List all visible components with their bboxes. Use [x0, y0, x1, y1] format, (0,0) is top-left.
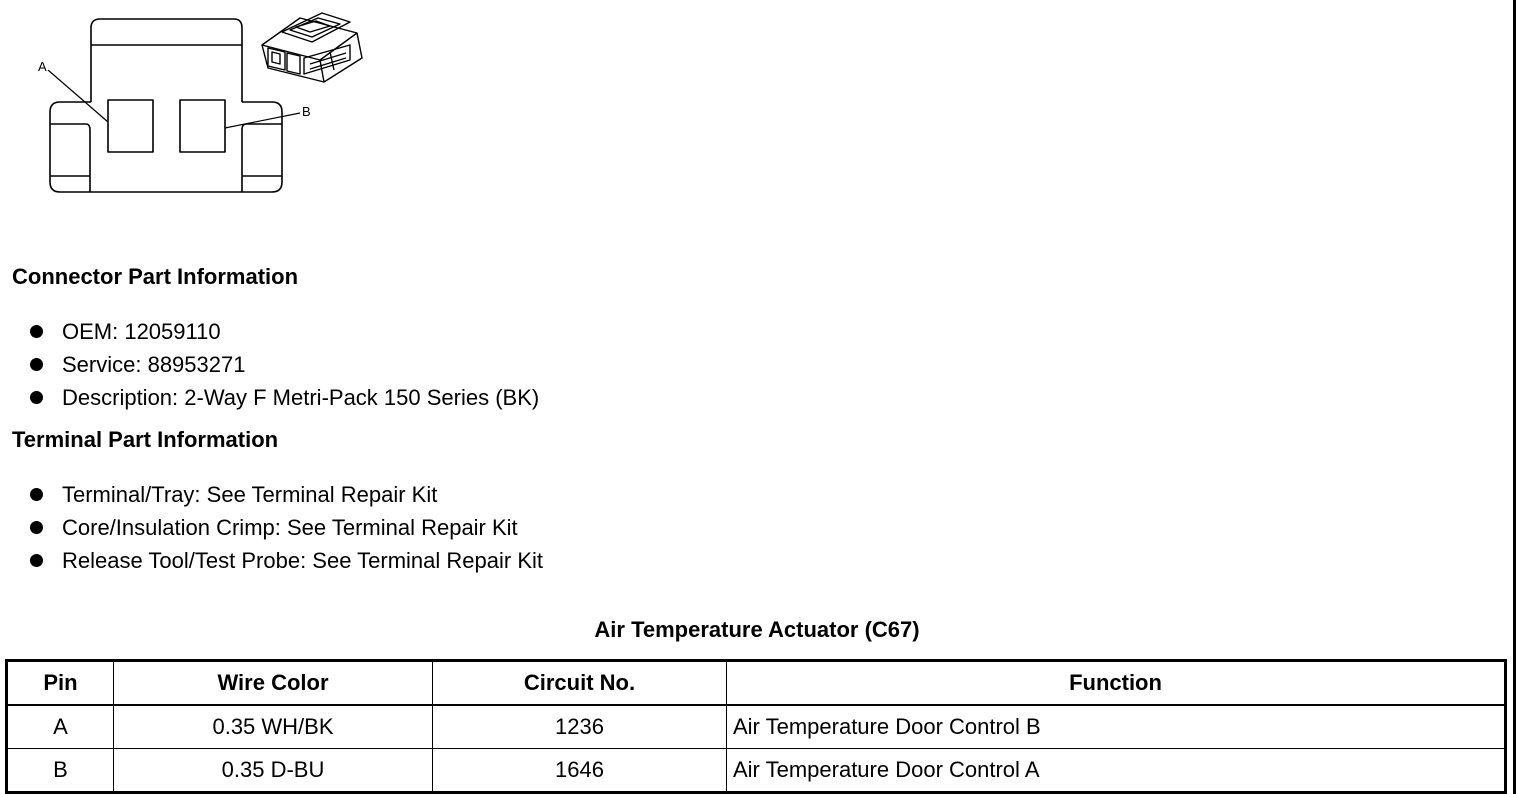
list-item-text: OEM: 12059110 [62, 319, 221, 344]
header-pin: Pin [7, 661, 114, 706]
bullet-icon [30, 391, 43, 404]
terminal-part-info-list [28, 482, 543, 581]
connector-hood-outline [91, 19, 242, 102]
table-row [7, 749, 1506, 793]
table-caption: Air Temperature Actuator (C67) [594, 617, 920, 642]
table-header-row [7, 661, 1506, 706]
list-item-text: Terminal/Tray: See Terminal Repair Kit [62, 482, 438, 507]
cavity-b [180, 100, 225, 152]
cell-wire-color: 0.35 WH/BK [114, 705, 433, 749]
list-item [28, 352, 539, 385]
cell-function: Air Temperature Door Control B [727, 705, 1506, 749]
cavity-label-b: B [302, 104, 311, 119]
cavity-label-a: A [38, 59, 47, 74]
terminal-part-info-heading: Terminal Part Information [12, 427, 279, 452]
bullet-icon [30, 554, 43, 567]
leader-line-a [48, 70, 108, 122]
cell-wire-color: 0.35 D-BU [114, 749, 433, 793]
bullet-icon [30, 358, 43, 371]
list-item [28, 548, 543, 581]
header-function: Function [727, 661, 1506, 706]
leader-line-b [225, 113, 300, 128]
right-wing-outline [242, 124, 282, 192]
list-item-text: Description: 2-Way F Metri-Pack 150 Series (BK) [62, 385, 540, 410]
page-right-border [1513, 0, 1516, 794]
list-item-text: Core/Insulation Crimp: See Terminal Repair Kit [62, 515, 518, 540]
list-item-text: Service: 88953271 [62, 352, 246, 377]
left-wing-outline [50, 124, 90, 192]
header-circuit-no: Circuit No. [433, 661, 727, 706]
list-item [28, 515, 543, 548]
cell-circuit-no: 1236 [433, 705, 727, 749]
connector-body-outline [50, 102, 282, 192]
connector-part-info-heading: Connector Part Information [12, 264, 299, 289]
list-item [28, 482, 543, 515]
connector-face-diagram [0, 0, 400, 215]
connector-part-info-list [28, 319, 539, 418]
cell-pin: B [7, 749, 114, 793]
list-item [28, 385, 539, 418]
pinout-table [5, 659, 1507, 794]
cell-function: Air Temperature Door Control A [727, 749, 1506, 793]
table-row [7, 705, 1506, 749]
cell-pin: A [7, 705, 114, 749]
cavity-a [108, 100, 153, 152]
list-item [28, 319, 539, 352]
list-item-text: Release Tool/Test Probe: See Terminal Repair Kit [62, 548, 543, 573]
cell-circuit-no: 1646 [433, 749, 727, 793]
header-wire-color: Wire Color [114, 661, 433, 706]
bullet-icon [30, 488, 43, 501]
connector-isometric-thumbnail [262, 13, 362, 82]
bullet-icon [30, 325, 43, 338]
bullet-icon [30, 521, 43, 534]
